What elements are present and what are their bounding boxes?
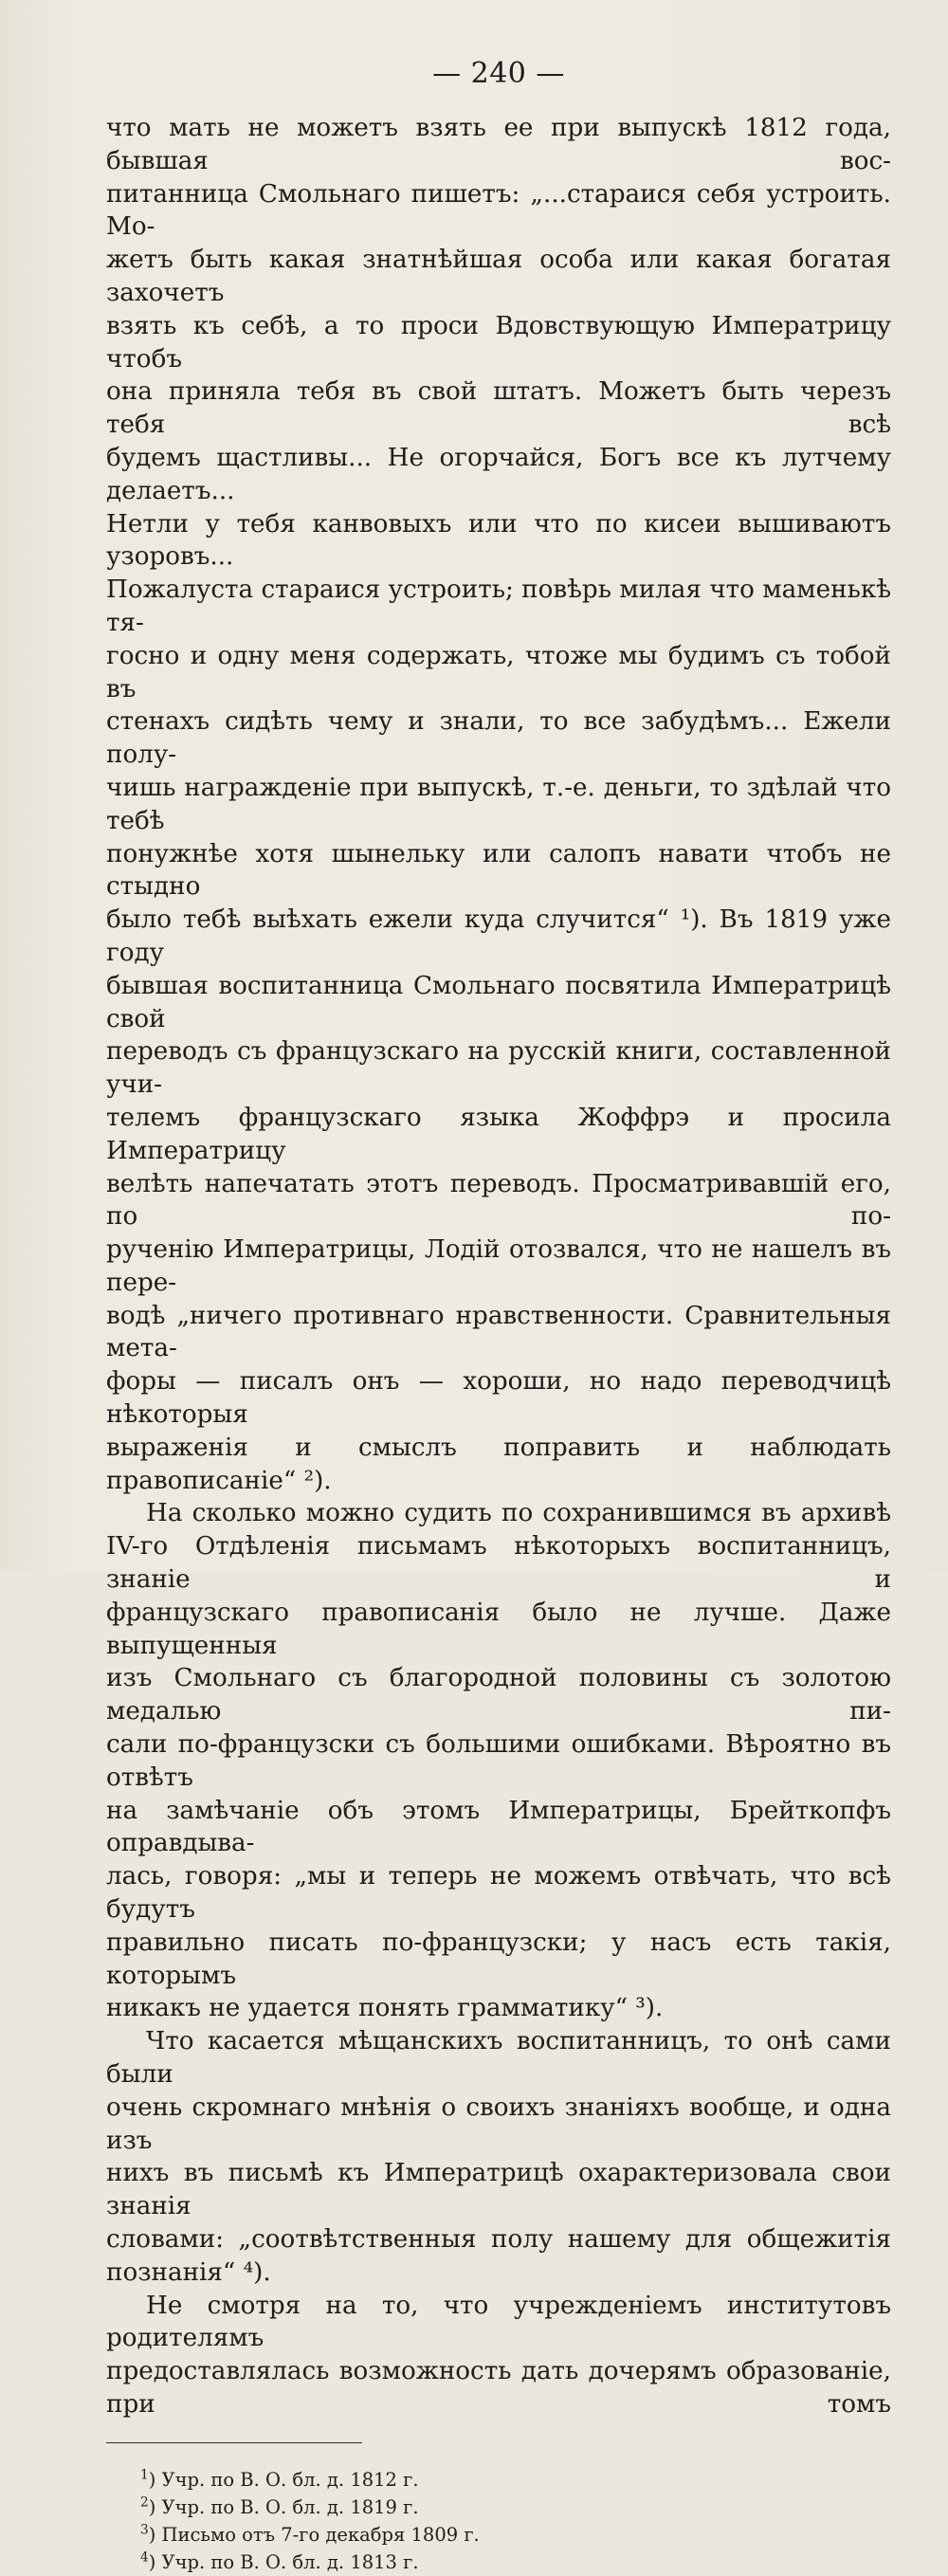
text-line: жетъ быть какая знатнѣйшая особа или какая богатая захочетъ bbox=[106, 246, 891, 307]
footnote-mark: 2 bbox=[140, 2494, 149, 2511]
paragraph-4 bbox=[106, 2290, 891, 2421]
body-text bbox=[106, 112, 891, 2421]
footnote-divider bbox=[106, 2442, 362, 2443]
text-line: нихъ въ письмѣ къ Императрицѣ охарактеризовала свои знанія bbox=[106, 2159, 891, 2221]
footnote-mark: 3 bbox=[140, 2522, 149, 2538]
text-line: форы — писалъ онъ — хороши, но надо переводчицѣ нѣкоторыя bbox=[106, 1367, 891, 1430]
page-number: — 240 — bbox=[432, 57, 565, 90]
text-line: выраженія и смыслъ поправить и наблюдать правописаніе“ ²). bbox=[106, 1433, 891, 1495]
footnote-text: Учр. по В. О. бл. д. 1819 г. bbox=[155, 2495, 419, 2518]
text-line: предоставлялась возможность дать дочерямъ образованіе, при томъ bbox=[106, 2357, 891, 2419]
text-line: рученію Императрицы, Лодій отозвался, что не нашелъ въ пере- bbox=[106, 1235, 891, 1297]
footnotes bbox=[140, 2466, 891, 2576]
text-line: водѣ „ничего противнаго нравственности. Сравнительныя мета- bbox=[106, 1301, 891, 1363]
footnote: $^2$) Учр. по В. О. бл. д. 1819 г. bbox=[140, 2494, 419, 2518]
text-line: французскаго правописанія было не лучше. Даже выпущенныя bbox=[106, 1598, 891, 1660]
text-line: Что касается мѣщанскихъ воспитанницъ, то онѣ сами были bbox=[106, 2027, 891, 2090]
text-line: никакъ не удается понять грамматику“ ³). bbox=[106, 1994, 664, 2023]
footnote-mark: 4 bbox=[140, 2549, 149, 2566]
text-line: лась, говоря: „мы и теперь не можемъ отвѣчать, что всѣ будутъ bbox=[106, 1862, 891, 1925]
text-line: велѣть напечатать этотъ переводъ. Просматривавшій его, по по- bbox=[106, 1169, 891, 1232]
text-line: Нетли у тебя канвовыхъ или что по кисеи вышиваютъ узоровъ... bbox=[106, 509, 891, 572]
text-line: стенахъ сидѣть чему и знали, то все забудѣмъ... Ежели полу- bbox=[106, 707, 891, 770]
footnote-text: Письмо отъ 7-го декабря 1809 г. bbox=[155, 2523, 480, 2546]
text-line: было тебѣ выѣхать ежели куда случится“ ¹). Въ 1819 уже году bbox=[106, 905, 891, 967]
text-line: словами: „соотвѣтственныя полу нашему для общежитія познанія“ ⁴). bbox=[106, 2225, 891, 2287]
text-line: правильно писать по-французски; у насъ есть такія, которымъ bbox=[106, 1927, 891, 1990]
text-line: питанница Смольнаго пишетъ: „...стараися себя устроить. Мо- bbox=[106, 179, 891, 242]
text-line: изъ Смольнаго съ благородной половины съ золотою медалью пи- bbox=[106, 1664, 891, 1726]
footnote: $^4$) Учр. по В. О. бл. д. 1813 г. bbox=[140, 2549, 419, 2573]
text-line: понужнѣе хотя шынельку или салопъ навати чтобъ не стыдно bbox=[106, 839, 891, 902]
text-line: телемъ французскаго языка Жоффрэ и просила Императрицу bbox=[106, 1103, 891, 1165]
text-line: она приняла тебя въ свой штатъ. Можетъ быть черезъ тебя всѣ bbox=[106, 377, 891, 440]
footnote: $^3$) Письмо отъ 7-го декабря 1809 г. bbox=[140, 2522, 480, 2546]
footnote: $^1$) Учр. по В. О. бл. д. 1812 г. bbox=[140, 2467, 419, 2491]
text-line: IV-го Отдѣленія письмамъ нѣкоторыхъ воспитанницъ, знаніе и bbox=[106, 1532, 891, 1595]
text-line: бывшая воспитанница Смольнаго посвятила Императрицѣ свой bbox=[106, 971, 891, 1033]
text-line: сали по-французски съ большими ошибками. Вѣроятно въ отвѣтъ bbox=[106, 1730, 891, 1792]
text-line: Пожалуста стараися устроить; повѣрь милая что маменькѣ тя- bbox=[106, 575, 891, 637]
text-line: госно и одну меня содержать, чтоже мы будимъ съ тобой въ bbox=[106, 641, 891, 703]
paragraph-3 bbox=[106, 2025, 891, 2289]
text-line: переводъ съ французскаго на русскій книги, составленной учи- bbox=[106, 1037, 891, 1100]
footnote-text: Учр. по В. О. бл. д. 1813 г. bbox=[155, 2550, 419, 2573]
text-line: На сколько можно судить по сохранившимся въ архивѣ bbox=[146, 1499, 891, 1528]
text-line: взять къ себѣ, а то проси Вдовствующую Императрицу чтобъ bbox=[106, 311, 891, 374]
paragraph-1 bbox=[106, 112, 891, 1497]
text-line: очень скромнаго мнѣнія о своихъ знаніяхъ вообще, и одна изъ bbox=[106, 2092, 891, 2155]
footnote-mark: 1 bbox=[140, 2467, 149, 2483]
text-line: чишь награжденіе при выпускѣ, т.-е. деньги, то здѣлай что тебѣ bbox=[106, 773, 891, 835]
paragraph-2 bbox=[106, 1497, 891, 2025]
text-line: что мать не можетъ взять ее при выпускѣ 1812 года, бывшая вос- bbox=[106, 114, 891, 175]
footnote-text: Учр. по В. О. бл. д. 1812 г. bbox=[155, 2468, 419, 2491]
text-line: будемъ щастливы... Не огорчайся, Богъ все къ лутчему делаетъ... bbox=[106, 443, 891, 505]
text-line: Не смотря на то, что учрежденіемъ институтовъ родителямъ bbox=[106, 2291, 891, 2353]
text-line: на замѣчаніе объ этомъ Императрицы, Брейткопфъ оправдыва- bbox=[106, 1796, 891, 1858]
